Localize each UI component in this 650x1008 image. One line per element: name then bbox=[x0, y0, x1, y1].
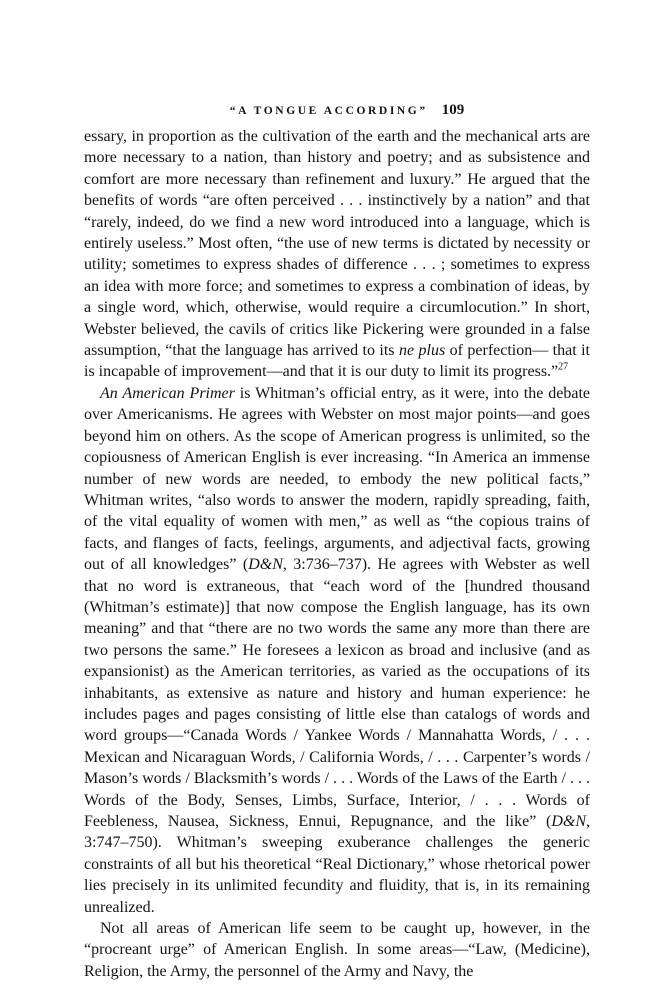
italic-text: ne plus bbox=[398, 342, 446, 360]
paragraph bbox=[84, 918, 590, 982]
text-run: is Whitman’s official entry, as it were, into the debate over Americanisms. He agrees with Webster on most major points—and goes beyond him on others. As the scope of American progress is unlimited, so the copiousness of American English is ever increasing. “In America an immense number of new words are needed, to embody the new political facts,” Whitman writes, “also words to answer the modern, rapidly spreading, faith, of the vital equality of women with men,” as well as “the copious trains of facts, and flanges of facts, feelings, arguments, and adjectival facts, growing out of all knowledges” ( bbox=[84, 384, 590, 574]
footnote-marker: 27 bbox=[558, 362, 569, 374]
text-run: , 3:747–750). Whitman’s sweeping exuberance challenges the generic constraints of all but his theoretical “Real Dictionary,” whose rhetorical power lies precisely in its unlimited fecundity and fluidity, that is, in its remaining unrealized. bbox=[84, 813, 590, 916]
book-page bbox=[84, 100, 590, 982]
italic-text: D&N bbox=[248, 556, 283, 574]
italic-text: An American Primer bbox=[100, 384, 235, 402]
running-head-title: “A TONGUE ACCORDING” bbox=[229, 105, 428, 117]
italic-text: D&N bbox=[551, 813, 586, 830]
running-head bbox=[104, 100, 590, 120]
text-run: essary, in proportion as the cultivation of the earth and the mechanical arts are more necessary to a nation, than history and poetry; and as subsistence and comfort are more necessary than refinement and luxury.” He argued that the benefits of words “are often perceived . . . instinctively by a nation” and that “rarely, indeed, do we find a new word introduced into a language, which is entirely useless.” Most often, “the use of new terms is dictated by necessity or utility; sometimes to express shades of difference . . . ; sometimes to express an idea with more force; and sometimes to express a combination of ideas, by a single word, which, otherwise, would require a circumlocution.” In short, Webster believed, the cavils of critics like Pickering were grounded in a false assumption, “that the language has arrived to its bbox=[84, 128, 590, 360]
text-run: Not all areas of American life seem to be caught up, however, in the “procreant urge” of American English. In some areas—“Law, (Medicine), Religion, the Army, the personnel of the Army and Navy, the bbox=[84, 920, 590, 980]
text-run: , 3:736–737). He agrees with Webster as well that no word is extraneous, that “each word of the [hundred thousand (Whitman’s estimate)] that now compose the English language, has its own meaning” and that “there are no two words the same any more than there are two persons the same.” He foresees a lexicon as broad and inclusive (and as expansionist) as the American territories, as varied as the occupations of its inhabitants, as extensive as nature and history and human experience: he includes pages and pages consisting of little else than catalogs of words and word groups—“Canada Words / Yankee Words / Mannahatta Words, / . . . Mexican and Nicaraguan Words, / California Words, / . . . Carpenter’s words / Mason’s words / Blacksmith’s words / . . . Words of the Laws of the Earth / . . . Words of the Body, Senses, Limbs, Surface, Interior, / . . . Words of Feebleness, Nausea, Sickness, Ennui, Repugnance, and the like” ( bbox=[84, 556, 591, 830]
body-text bbox=[84, 126, 590, 982]
paragraph bbox=[84, 383, 590, 918]
text-run: of perfection— that it is incapable of improvement—and that it is our duty to limit its progress.” bbox=[84, 342, 590, 381]
page-number: 109 bbox=[441, 102, 465, 118]
paragraph bbox=[84, 126, 590, 383]
